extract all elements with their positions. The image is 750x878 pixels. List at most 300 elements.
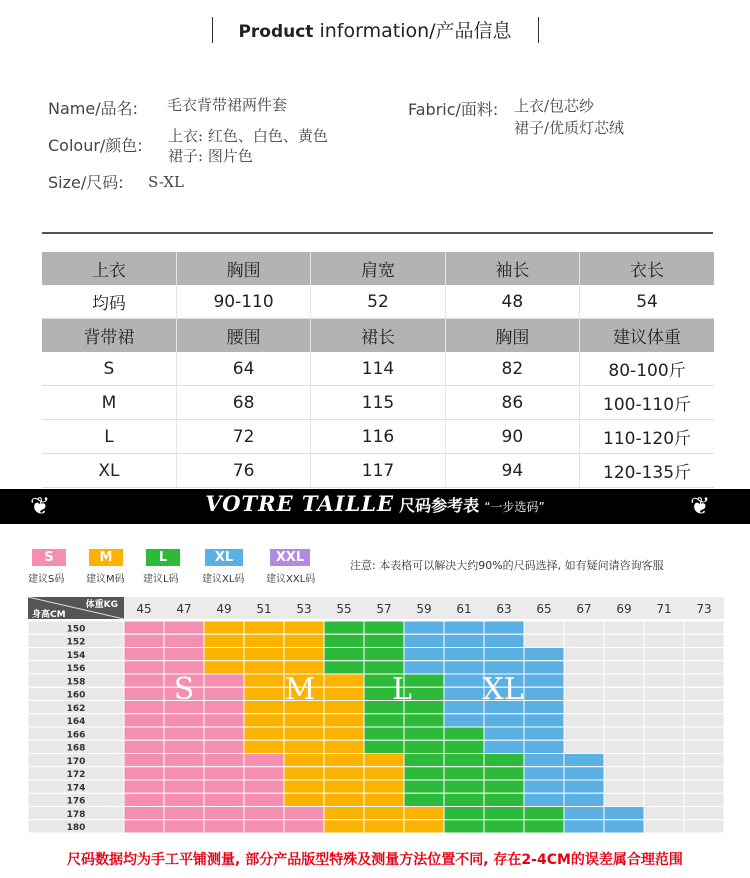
grid-cell xyxy=(204,621,244,634)
grid-cell xyxy=(604,754,644,767)
grid-cell xyxy=(684,767,724,780)
grid-cell xyxy=(404,780,444,793)
table-cell: 82 xyxy=(445,352,579,386)
height-label: 160 xyxy=(66,690,86,701)
grid-cell xyxy=(364,648,404,661)
grid-cell xyxy=(484,634,524,647)
grid-cell xyxy=(164,820,204,833)
grid-cell xyxy=(284,754,324,767)
grid-cell xyxy=(244,687,284,700)
grid-cell xyxy=(444,727,484,740)
grid-cell xyxy=(124,780,164,793)
grid-cell xyxy=(524,767,564,780)
grid-cell xyxy=(404,767,444,780)
grid-cell xyxy=(324,780,364,793)
grid-cell xyxy=(404,807,444,820)
weight-label: 59 xyxy=(416,602,432,616)
grid-cell xyxy=(164,793,204,806)
grid-cell xyxy=(284,807,324,820)
grid-cell xyxy=(404,621,444,634)
grid-cell xyxy=(604,621,644,634)
grid-cell xyxy=(564,661,604,674)
grid-cell xyxy=(604,701,644,714)
grid-cell xyxy=(204,820,244,833)
grid-cell xyxy=(484,740,524,753)
grid-cell xyxy=(604,767,644,780)
weight-label: 61 xyxy=(456,602,472,616)
grid-cell xyxy=(244,767,284,780)
grid-cell xyxy=(564,714,604,727)
grid-cell xyxy=(164,807,204,820)
grid-cell xyxy=(524,648,564,661)
grid-cell xyxy=(484,727,524,740)
grid-cell xyxy=(444,687,484,700)
grid-cell xyxy=(444,780,484,793)
grid-cell xyxy=(124,661,164,674)
size-note: 注意: 本表格可以解决大约90%的尺码选择, 如有疑问请咨询客服 xyxy=(350,559,664,572)
grid-cell xyxy=(324,714,364,727)
weight-label: 65 xyxy=(536,602,552,616)
grid-cell xyxy=(524,793,564,806)
grid-cell xyxy=(244,793,284,806)
grid-cell xyxy=(644,687,684,700)
colour-label: Colour/颜色: xyxy=(48,136,143,155)
grid-cell xyxy=(284,820,324,833)
grid-cell xyxy=(564,767,604,780)
grid-cell xyxy=(604,634,644,647)
grid-cell xyxy=(604,780,644,793)
table-cell: 115 xyxy=(311,386,445,420)
grid-cell xyxy=(444,621,484,634)
grid-cell xyxy=(204,714,244,727)
banner-cn: 尺码参考表 xyxy=(399,496,480,515)
legend-m: M xyxy=(89,549,123,566)
height-label: 152 xyxy=(66,637,86,648)
table-cell: 110-120斤 xyxy=(580,420,714,454)
grid-cell xyxy=(564,674,604,687)
grid-cell xyxy=(124,767,164,780)
table-cell: 64 xyxy=(176,352,310,386)
grid-cell xyxy=(404,740,444,753)
weight-label: 57 xyxy=(376,602,392,616)
grid-cell xyxy=(604,674,644,687)
height-label: 174 xyxy=(66,783,86,794)
grid-cell xyxy=(244,701,284,714)
table-cell: 背带裙 xyxy=(42,319,176,353)
grid-cell xyxy=(204,793,244,806)
grid-cell xyxy=(324,767,364,780)
grid-cell xyxy=(484,793,524,806)
height-label: 176 xyxy=(66,796,86,807)
grid-cell xyxy=(444,793,484,806)
grid-cell xyxy=(164,780,204,793)
grid-cell xyxy=(204,634,244,647)
grid-cell xyxy=(684,701,724,714)
grid-cell xyxy=(124,634,164,647)
grid-cell xyxy=(324,674,364,687)
table-cell: 胸围 xyxy=(445,319,579,353)
grid-cell xyxy=(404,648,444,661)
grid-cell xyxy=(524,807,564,820)
height-label: 150 xyxy=(66,624,86,635)
grid-cell xyxy=(524,820,564,833)
height-label: 168 xyxy=(66,743,86,754)
grid-cell xyxy=(364,793,404,806)
grid-cell xyxy=(644,820,684,833)
grid-cell xyxy=(684,634,724,647)
height-label: 172 xyxy=(66,770,86,780)
weight-label: 71 xyxy=(656,602,672,616)
table-cell: 120-135斤 xyxy=(580,454,714,488)
corner-weight-label: 体重KG xyxy=(85,600,118,610)
grid-cell xyxy=(364,621,404,634)
grid-cell xyxy=(684,754,724,767)
banner-sub: “一步选码” xyxy=(484,500,545,514)
grid-cell xyxy=(204,661,244,674)
table-cell: 76 xyxy=(176,454,310,488)
weight-label: 47 xyxy=(176,602,192,616)
grid-cell xyxy=(524,754,564,767)
grid-cell xyxy=(324,740,364,753)
grid-cell xyxy=(124,687,164,700)
grid-cell xyxy=(564,754,604,767)
grid-cell xyxy=(284,727,324,740)
grid-cell xyxy=(644,793,684,806)
legend-xl: XL xyxy=(205,549,243,566)
grid-cell xyxy=(524,621,564,634)
grid-cell xyxy=(524,701,564,714)
table-cell: 117 xyxy=(311,454,445,488)
grid-cell xyxy=(444,674,484,687)
table-cell: 54 xyxy=(580,285,714,319)
grid-cell xyxy=(644,780,684,793)
legend-s: S xyxy=(32,549,66,566)
grid-cell xyxy=(644,648,684,661)
grid-cell xyxy=(204,807,244,820)
grid-cell xyxy=(404,634,444,647)
grid-cell xyxy=(564,820,604,833)
flourish-right-icon: ❦ xyxy=(690,492,711,520)
grid-cell xyxy=(124,727,164,740)
height-label: 162 xyxy=(66,703,86,714)
height-label: 158 xyxy=(66,677,86,688)
grid-cell xyxy=(684,674,724,687)
size-zone-label: L xyxy=(392,672,412,708)
height-label: 156 xyxy=(66,664,86,674)
fabric-line2: 裙子/优质灯芯绒 xyxy=(514,119,625,137)
table-cell: 衣长 xyxy=(580,252,714,285)
legend-m-label: 建议M码 xyxy=(86,574,125,585)
legend-xxl: XXL xyxy=(270,549,310,566)
grid-cell xyxy=(124,674,164,687)
grid-cell xyxy=(524,674,564,687)
title-rest: information/产品信息 xyxy=(313,20,512,42)
table-cell: 86 xyxy=(445,386,579,420)
grid-cell xyxy=(164,621,204,634)
grid-cell xyxy=(324,621,364,634)
grid-cell xyxy=(564,648,604,661)
grid-cell xyxy=(644,767,684,780)
legend-xxl-label: 建议XXL码 xyxy=(266,574,316,585)
weight-label: 73 xyxy=(696,602,712,616)
grid-cell xyxy=(644,740,684,753)
grid-cell xyxy=(404,714,444,727)
height-label: 180 xyxy=(66,823,86,833)
grid-cell xyxy=(244,714,284,727)
grid-cell xyxy=(204,780,244,793)
grid-cell xyxy=(684,727,724,740)
grid-cell xyxy=(604,727,644,740)
table-cell: 94 xyxy=(445,454,579,488)
grid-cell xyxy=(444,820,484,833)
grid-cell xyxy=(484,780,524,793)
grid-cell xyxy=(364,740,404,753)
table-cell: XL xyxy=(42,454,176,488)
grid-cell xyxy=(404,793,444,806)
grid-cell xyxy=(124,740,164,753)
grid-cell xyxy=(684,648,724,661)
grid-cell xyxy=(164,648,204,661)
grid-cell xyxy=(564,634,604,647)
grid-cell xyxy=(284,740,324,753)
grid-cell xyxy=(324,727,364,740)
grid-cell xyxy=(244,727,284,740)
grid-cell xyxy=(444,648,484,661)
grid-cell xyxy=(644,727,684,740)
grid-cell xyxy=(524,634,564,647)
grid-cell xyxy=(444,767,484,780)
grid-cell xyxy=(644,701,684,714)
table-cell: 100-110斤 xyxy=(580,386,714,420)
grid-cell xyxy=(684,793,724,806)
grid-cell xyxy=(324,754,364,767)
grid-cell xyxy=(644,674,684,687)
grid-cell xyxy=(604,793,644,806)
colour-line1: 上衣: 红色、白色、黄色 xyxy=(168,127,328,145)
grid-cell xyxy=(204,648,244,661)
grid-cell xyxy=(324,648,364,661)
table-cell: 52 xyxy=(311,285,445,319)
legend-xl-label: 建议XL码 xyxy=(202,574,245,585)
grid-cell xyxy=(644,714,684,727)
grid-cell xyxy=(124,648,164,661)
grid-cell xyxy=(564,727,604,740)
height-label: 164 xyxy=(66,717,86,727)
grid-cell xyxy=(644,661,684,674)
grid-cell xyxy=(324,807,364,820)
height-label: 154 xyxy=(66,650,86,661)
table-cell: 90 xyxy=(445,420,579,454)
grid-cell xyxy=(244,780,284,793)
table-cell: 肩宽 xyxy=(311,252,445,285)
flourish-left-icon: ❦ xyxy=(30,492,51,520)
grid-cell xyxy=(444,740,484,753)
grid-cell xyxy=(684,780,724,793)
grid-cell xyxy=(484,621,524,634)
grid-cell xyxy=(644,807,684,820)
grid-cell xyxy=(364,714,404,727)
grid-cell xyxy=(244,674,284,687)
grid-cell xyxy=(524,740,564,753)
grid-cell xyxy=(444,754,484,767)
colour-line2: 裙子: 图片色 xyxy=(168,147,253,165)
grid-cell xyxy=(324,661,364,674)
grid-cell xyxy=(164,727,204,740)
grid-cell xyxy=(404,727,444,740)
weight-label: 45 xyxy=(136,602,152,616)
grid-cell xyxy=(324,701,364,714)
legend-l-label: 建议L码 xyxy=(143,574,179,585)
grid-cell xyxy=(524,661,564,674)
grid-cell xyxy=(484,714,524,727)
grid-cell xyxy=(204,687,244,700)
grid-cell xyxy=(684,661,724,674)
table-cell: 80-100斤 xyxy=(580,352,714,386)
table-cell: 均码 xyxy=(42,285,176,319)
grid-cell xyxy=(244,661,284,674)
table-cell: 68 xyxy=(176,386,310,420)
grid-cell xyxy=(284,793,324,806)
grid-cell xyxy=(204,740,244,753)
grid-cell xyxy=(124,701,164,714)
grid-cell xyxy=(444,661,484,674)
grid-cell xyxy=(284,780,324,793)
grid-cell xyxy=(684,740,724,753)
grid-cell xyxy=(484,648,524,661)
grid-cell xyxy=(404,754,444,767)
grid-cell xyxy=(244,621,284,634)
grid-cell xyxy=(404,820,444,833)
grid-cell xyxy=(364,634,404,647)
grid-cell xyxy=(684,621,724,634)
table-cell: 建议体重 xyxy=(580,319,714,353)
grid-cell xyxy=(284,714,324,727)
height-label: 170 xyxy=(66,756,86,767)
grid-cell xyxy=(364,780,404,793)
grid-cell xyxy=(524,714,564,727)
height-label: 166 xyxy=(66,730,86,741)
grid-cell xyxy=(364,807,404,820)
grid-cell xyxy=(604,687,644,700)
legend-s-label: 建议S码 xyxy=(28,574,65,585)
grid-cell xyxy=(444,807,484,820)
weight-label: 63 xyxy=(496,602,512,616)
grid-cell xyxy=(284,648,324,661)
grid-cell xyxy=(244,754,284,767)
table-cell: 上衣 xyxy=(42,252,176,285)
name-value: 毛衣背带裙两件套 xyxy=(167,96,288,114)
grid-cell xyxy=(324,634,364,647)
corner-height-label: 身高CM xyxy=(32,610,66,620)
grid-cell xyxy=(324,793,364,806)
size-zone-label: M xyxy=(284,672,316,708)
table-cell: 116 xyxy=(311,420,445,454)
size-zone-label: XL xyxy=(482,672,524,708)
grid-cell xyxy=(564,687,604,700)
grid-cell xyxy=(684,687,724,700)
table-cell: 腰围 xyxy=(176,319,310,353)
grid-cell xyxy=(364,727,404,740)
grid-cell xyxy=(204,727,244,740)
grid-cell xyxy=(204,767,244,780)
grid-cell xyxy=(564,621,604,634)
size-label: Size/尺码: xyxy=(48,173,124,192)
grid-cell xyxy=(204,701,244,714)
grid-cell xyxy=(604,648,644,661)
grid-cell xyxy=(524,780,564,793)
fabric-line1: 上衣/包芯纱 xyxy=(514,97,595,115)
table-cell: 裙长 xyxy=(311,319,445,353)
grid-cell xyxy=(684,820,724,833)
grid-cell xyxy=(524,687,564,700)
grid-cell xyxy=(604,661,644,674)
grid-cell xyxy=(124,793,164,806)
weight-label: 53 xyxy=(296,602,312,616)
table-cell: L xyxy=(42,420,176,454)
grid-cell xyxy=(164,754,204,767)
grid-cell xyxy=(364,820,404,833)
grid-cell xyxy=(684,807,724,820)
grid-cell xyxy=(564,807,604,820)
grid-cell xyxy=(204,754,244,767)
grid-cell xyxy=(484,807,524,820)
grid-cell xyxy=(644,754,684,767)
grid-cell xyxy=(244,820,284,833)
weight-label: 49 xyxy=(216,602,232,616)
size-value: S-XL xyxy=(148,173,184,191)
table-cell: 90-110 xyxy=(176,285,310,319)
banner-title: VOTRE TAILLE xyxy=(205,491,395,516)
grid-cell xyxy=(164,634,204,647)
grid-cell xyxy=(164,714,204,727)
grid-cell xyxy=(524,727,564,740)
grid-cell xyxy=(124,621,164,634)
grid-cell xyxy=(604,807,644,820)
grid-cell xyxy=(604,820,644,833)
table-cell: 袖长 xyxy=(445,252,579,285)
grid-cell xyxy=(444,634,484,647)
grid-cell xyxy=(604,740,644,753)
grid-cell xyxy=(364,767,404,780)
grid-cell xyxy=(284,621,324,634)
table-cell: 114 xyxy=(311,352,445,386)
grid-cell xyxy=(244,648,284,661)
table-cell: S xyxy=(42,352,176,386)
weight-label: 55 xyxy=(336,602,352,616)
grid-cell xyxy=(164,767,204,780)
grid-cell xyxy=(564,701,604,714)
grid-cell xyxy=(124,807,164,820)
grid-cell xyxy=(644,621,684,634)
fabric-label: Fabric/面料: xyxy=(408,100,499,119)
grid-cell xyxy=(324,820,364,833)
footer-disclaimer: 尺码数据均为手工平铺测量, 部分产品版型特殊及测量方法位置不同, 存在2-4CM的误差属合理范围 xyxy=(67,852,683,868)
name-label: Name/品名: xyxy=(48,99,138,118)
grid-cell xyxy=(124,820,164,833)
table-cell: 72 xyxy=(176,420,310,454)
weight-label: 51 xyxy=(256,602,272,616)
grid-cell xyxy=(204,674,244,687)
table-cell: 48 xyxy=(445,285,579,319)
grid-cell xyxy=(604,714,644,727)
grid-cell xyxy=(284,767,324,780)
grid-cell xyxy=(644,634,684,647)
grid-cell xyxy=(124,714,164,727)
grid-cell xyxy=(164,740,204,753)
table-cell: 胸围 xyxy=(176,252,310,285)
weight-label: 69 xyxy=(616,602,632,616)
grid-cell xyxy=(324,687,364,700)
